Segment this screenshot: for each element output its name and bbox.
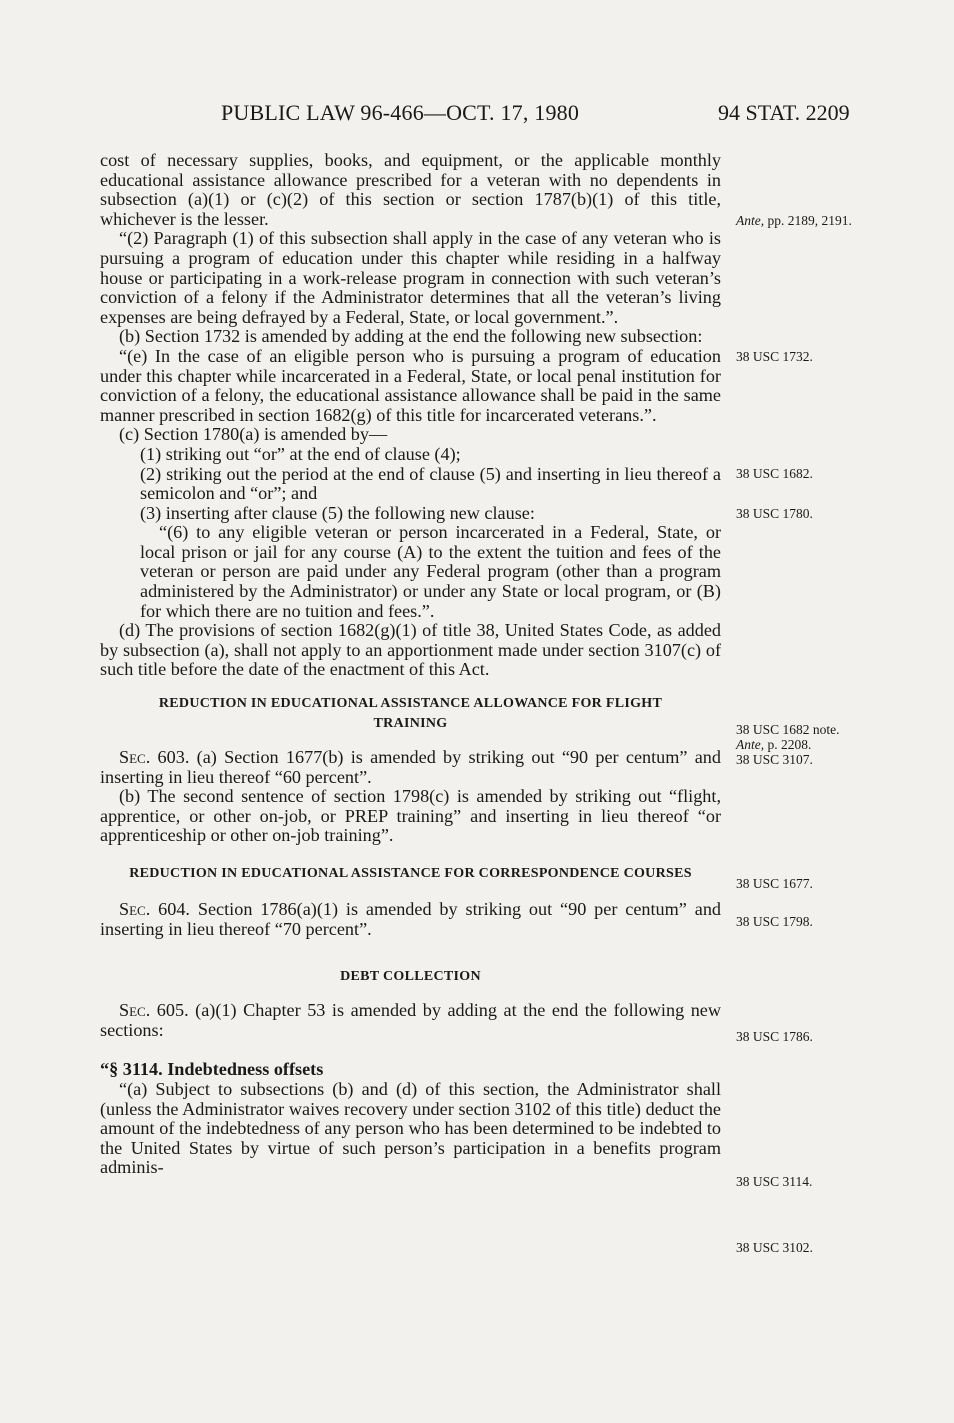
sec-604-label: Sec. 604. [119, 899, 190, 919]
section-3114-title: “§ 3114. Indebtedness offsets [100, 1059, 324, 1080]
margin-note-ante-2208 [736, 737, 841, 752]
clause-3: (3) inserting after clause (5) the following new clause: [140, 502, 535, 523]
margin-note-ante-2189 [736, 213, 852, 228]
margin-note-3102: 38 USC 3102. [736, 1240, 813, 1255]
sec-603-a [100, 748, 721, 787]
sec-605-label: Sec. 605. [119, 1000, 189, 1021]
section-heading-debt-collection: DEBT COLLECTION [340, 969, 481, 985]
margin-note-1798: 38 USC 1798. [736, 914, 813, 929]
margin-note-ante-page: p. 2208. [764, 737, 812, 752]
section-heading-flight-training: REDUCTION IN EDUCATIONAL ASSISTANCE ALLOWANCE FOR FLIGHT TRAINING [158, 696, 663, 732]
paragraph-c: (c) Section 1780(a) is amended by— [119, 424, 388, 445]
sec-605-text: (a)(1) Chapter 53 is amended by adding at the end the following new sections: [100, 1000, 721, 1040]
paragraph-continuation: cost of necessary supplies, books, and equipment, or the applicable monthly educational assistance allowance prescribed for a veteran with no dependents in subsection (a)(1) or (c)(2) of this section or section 1787(b)(1) of this title, whichever is the lesser. [100, 150, 721, 229]
running-head-title: PUBLIC LAW 96-466—OCT. 17, 1980 [221, 100, 580, 125]
margin-note-1732: 38 USC 1732. [736, 349, 813, 364]
paragraph-d: (d) The provisions of section 1682(g)(1) of title 38, United States Code, as added by subsection (a), shall not apply to an apportionment made under section 3107(c) of such title before the date of the enactment of this Act. [100, 620, 721, 680]
margin-note-ante-italic-2: Ante, [736, 737, 765, 752]
sec-603-b: (b) The second sentence of section 1798(c) is amended by striking out “flight, apprentice, or other on-job, or PREP training” and inserting in lieu thereof “or apprenticeship or other on-job training”. [100, 786, 721, 846]
margin-note-1780: 38 USC 1780. [736, 506, 813, 521]
body-text [100, 151, 721, 1178]
sec-605 [100, 1001, 721, 1040]
margin-note-1682: 38 USC 1682. [736, 466, 813, 481]
margin-note-1677: 38 USC 1677. [736, 876, 813, 891]
section-heading-correspondence: REDUCTION IN EDUCATIONAL ASSISTANCE FOR CORRESPONDENCE COURSES [129, 866, 692, 881]
page-stat-number: 94 STAT. 2209 [718, 100, 850, 125]
margin-note-ante-pages: pp. 2189, 2191. [764, 213, 852, 228]
paragraph-b: (b) Section 1732 is amended by adding at the end the following new subsection: [119, 326, 703, 347]
margin-note-3107: 38 USC 3107. [736, 752, 813, 767]
sec-604 [100, 900, 721, 939]
sec-603-a-text: (a) Section 1677(b) is amended by striking out “90 per centum” and inserting in lieu thereof “60 percent”. [100, 747, 721, 787]
clause-6-quote: “(6) to any eligible veteran or person incarcerated in a Federal, State, or local prison or jail for any course (A) to the extent the tuition and fees of the veteran or person are paid under any Federal program (other than a program administered by the Administrator) or under any State or local program, or (B) for which there are no tuition and fees.”. [140, 522, 721, 621]
clause-2: (2) striking out the period at the end of clause (5) and inserting in lieu thereof a semicolon and “or”; and [140, 463, 721, 504]
margin-note-1786: 38 USC 1786. [736, 1029, 813, 1044]
sec-3114-a: “(a) Subject to subsections (b) and (d) of this section, the Administrator shall (unless the Administrator waives recovery under section 3102 of this title) deduct the amount of the indebtedness of any person who has been determined to be indebted to the United States by virtue of such person’s participation in a benefits program adminis- [100, 1078, 721, 1178]
margin-note-3114: 38 USC 3114. [736, 1174, 813, 1189]
paragraph-e: “(e) In the case of an eligible person who is pursuing a program of education under this chapter while incarcerated in a Federal, State, or local penal institution for conviction of a felony, the educational assistance allowance shall be paid in the same manner prescribed in section 1682(g) of this title for incarcerated veterans.”. [100, 345, 721, 425]
paragraph-2: “(2) Paragraph (1) of this subsection shall apply in the case of any veteran who is pursuing a program of education under this chapter while residing in a halfway house or participating in a work-release program in connection with such veteran’s conviction of a felony if the Administrator determines that all the veteran’s living expenses are being defrayed by a Federal, State, or local government.”. [100, 228, 721, 327]
clause-1: (1) striking out “or” at the end of clause (4); [140, 443, 461, 464]
sec-603-label: Sec. 603. [119, 747, 190, 768]
margin-note-1682-note [736, 722, 841, 767]
sec-604-text: Section 1786(a)(1) is amended by striking out “90 per centum” and inserting in lieu thereof “70 percent”. [100, 899, 722, 939]
margin-note-1682-note-text: 38 USC 1682 note. [736, 722, 840, 737]
margin-note-ante-italic: Ante, [736, 213, 765, 228]
